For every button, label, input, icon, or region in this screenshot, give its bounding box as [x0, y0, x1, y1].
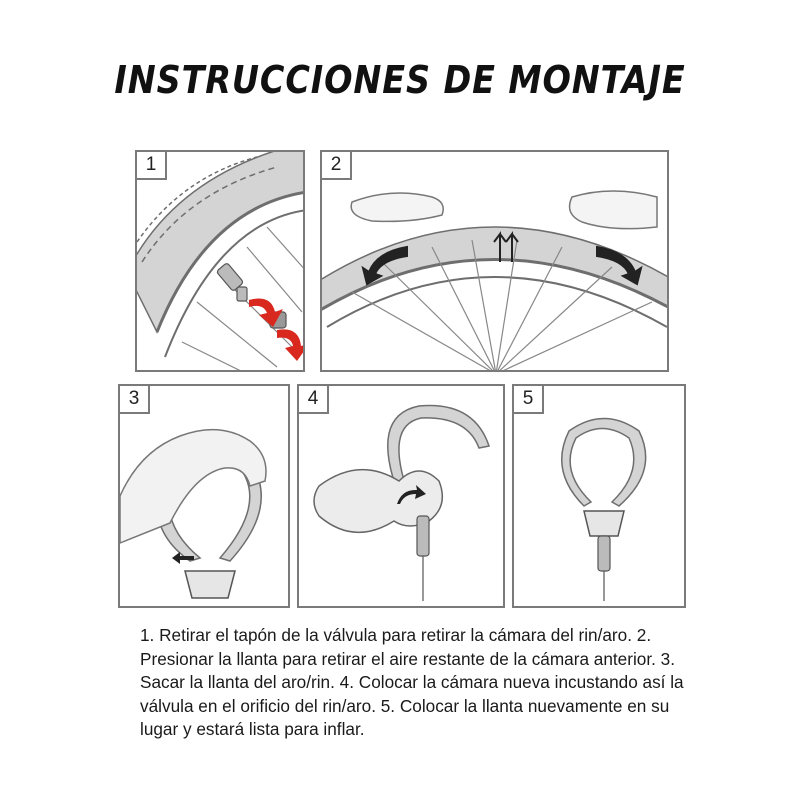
valve-stem-icon	[417, 516, 429, 601]
page-title: INSTRUCCIONES DE MONTAJE	[114, 58, 686, 102]
step-4-number: 4	[299, 386, 329, 414]
step-1-illustration	[137, 152, 305, 372]
step-2-number: 2	[322, 152, 352, 180]
step-3-panel	[118, 384, 290, 608]
step-3-number: 3	[120, 386, 150, 414]
valve-stem-icon	[598, 536, 610, 601]
step-2-illustration	[322, 152, 669, 372]
instructions-text: 1. Retirar el tapón de la válvula para retirar la cámara del rin/aro. 2. Presionar la llanta para retirar el aire restante de la cámara anterior. 3. Sacar la llanta del aro/rin. 4. Colocar la cámara nueva incustando así la válvula en el orificio del rin/aro. 5. Colocar la llanta nuevamente en su lugar y estará lista para inflar.	[140, 625, 684, 740]
step-3-illustration	[120, 386, 290, 608]
rim-icon	[185, 571, 235, 598]
step-5-number: 5	[514, 386, 544, 414]
step-4-panel	[297, 384, 505, 608]
step-5-panel	[512, 384, 686, 608]
tire-cross-section	[562, 419, 646, 507]
hands-icon	[351, 191, 657, 229]
step-1-panel	[135, 150, 305, 372]
rim-icon	[584, 511, 624, 536]
step-4-illustration	[299, 386, 505, 608]
step-5-illustration	[514, 386, 686, 608]
step-2-panel	[320, 150, 669, 372]
step-1-number: 1	[137, 152, 167, 180]
